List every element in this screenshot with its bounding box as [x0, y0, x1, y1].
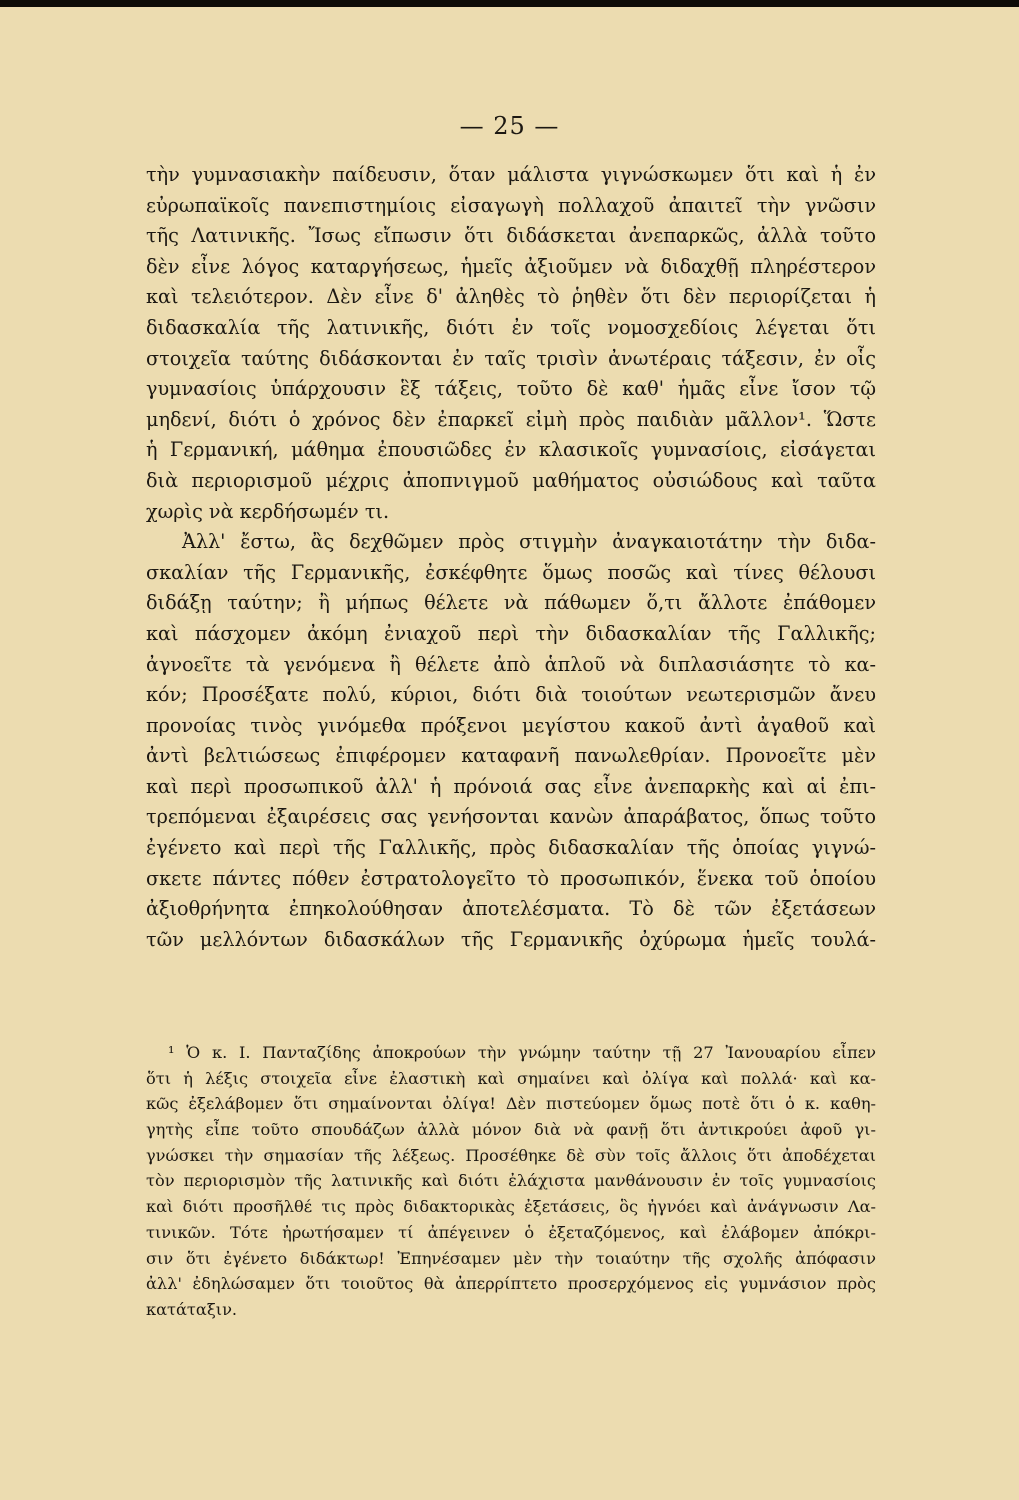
body-line: καὶ τελειότερον. Δὲν εἶνε δ' ἀληθὲς τὸ ῥηθὲν ὅτι δὲν περιορίζεται ἡ — [146, 285, 876, 309]
body-line-paragraph-start: Ἀλλ' ἔστω, ἂς δεχθῶμεν πρὸς στιγμὴν ἀναγκαιοτάτην τὴν διδα- — [182, 530, 876, 554]
body-line: σκαλίαν τῆς Γερμανικῆς, ἐσκέφθητε ὅμως ποσῶς καὶ τίνες θέλουσι — [146, 560, 876, 584]
footnote-line: γνώσκει τὴν σημασίαν τῆς λέξεως. Προσέθηκε δὲ σὺν τοῖς ἄλλοις ὅτι ἀποδέχεται — [146, 1145, 876, 1165]
body-line: ἐγένετο καὶ περὶ τῆς Γαλλικῆς, πρὸς διδασκαλίαν τῆς ὁποίας γιγνώ- — [146, 836, 876, 860]
footnote-line: ὅτι ἡ λέξις στοιχεῖα εἶνε ἐλαστικὴ καὶ σημαίνει καὶ ὀλίγα καὶ πολλά· καὶ κα- — [146, 1068, 876, 1088]
body-line: δὲν εἶνε λόγος καταργήσεως, ἡμεῖς ἀξιοῦμεν νὰ διδαχθῇ πληρέστερον — [146, 254, 876, 278]
page-top-edge — [0, 0, 1019, 7]
body-line: προνοίας τινὸς γινόμεθα πρόξενοι μεγίστου κακοῦ ἀντὶ ἀγαθοῦ καὶ — [146, 713, 876, 737]
body-line: διδάξῃ ταύτην; ἢ μήπως θέλετε νὰ πάθωμεν ὅ,τι ἄλλοτε ἐπάθομεν — [146, 591, 876, 615]
body-line: εὐρωπαϊκοῖς πανεπιστημίοις εἰσαγωγὴ πολλαχοῦ ἀπαιτεῖ τὴν γνῶσιν — [146, 193, 876, 217]
footnote-line: τὸν περιορισμὸν τῆς λατινικῆς καὶ διότι ἐλάχιστα μανθάνουσιν ἐν τοῖς γυμνασίοις — [146, 1171, 876, 1191]
body-line: τὴν γυμνασιακὴν παίδευσιν, ὅταν μάλιστα γιγνώσκωμεν ὅτι καὶ ἡ ἐν — [146, 163, 876, 186]
body-line: μηδενί, διότι ὁ χρόνος δὲν ἐπαρκεῖ εἰμὴ πρὸς παιδιὰν μᾶλλον¹. Ὥστε — [146, 407, 876, 431]
body-line: διὰ περιορισμοῦ μέχρις ἀποπνιγμοῦ μαθήματος οὐσιώδους καὶ ταῦτα — [146, 468, 876, 492]
body-text — [146, 160, 876, 955]
footnote — [146, 1040, 876, 1323]
body-line: τῶν μελλόντων διδασκάλων τῆς Γερμανικῆς ὀχύρωμα ἡμεῖς τουλά- — [146, 927, 876, 951]
body-line: καὶ πάσχομεν ἀκόμη ἐνιαχοῦ περὶ τὴν διδασκαλίαν τῆς Γαλλικῆς; — [146, 621, 876, 645]
body-line: διδασκαλία τῆς λατινικῆς, διότι ἐν τοῖς νομοσχεδίοις λέγεται ὅτι — [146, 315, 876, 339]
body-line: καὶ περὶ προσωπικοῦ ἀλλ' ἡ πρόνοιά σας εἶνε ἀνεπαρκὴς καὶ αἱ ἐπι- — [146, 774, 876, 798]
body-line-paragraph-end: χωρὶς νὰ κερδήσωμέν τι. — [146, 499, 390, 523]
body-line: ἀξιοθρήνητα ἐπηκολούθησαν ἀποτελέσματα. Τὸ δὲ τῶν ἐξετάσεων — [146, 897, 876, 921]
body-line: τῆς Λατινικῆς. Ἴσως εἴπωσιν ὅτι διδάσκεται ἀνεπαρκῶς, ἀλλὰ τοῦτο — [146, 224, 876, 248]
body-line: κόν; Προσέξατε πολύ, κύριοι, διότι διὰ τοιούτων νεωτερισμῶν ἄνευ — [146, 683, 876, 707]
footnote-line: καὶ διότι προσῆλθέ τις πρὸς διδακτορικὰς ἐξετάσεις, ὃς ἠγνόει καὶ ἀνάγνωσιν Λα- — [146, 1197, 876, 1217]
body-line: ἀντὶ βελτιώσεως ἐπιφέρομεν καταφανῆ πανωλεθρίαν. Προνοεῖτε μὲν — [146, 744, 876, 768]
footnote-line: σιν ὅτι ἐγένετο διδάκτωρ! Ἐπηνέσαμεν μὲν τὴν τοιαύτην τῆς σχολῆς ἀπόφασιν — [146, 1248, 876, 1268]
body-line: τρεπόμεναι ἐξαιρέσεις σας γενήσονται κανὼν ἀπαράβατος, ὅπως τοῦτο — [146, 805, 876, 829]
body-line: γυμνασίοις ὑπάρχουσιν ἓξ τάξεις, τοῦτο δὲ καθ' ἡμᾶς εἶνε ἴσον τῷ — [146, 377, 876, 401]
footnote-line: γητὴς εἶπε τοῦτο σπουδάζων ἀλλὰ μόνον διὰ νὰ φανῇ ὅτι ἀντικρούει ἀφοῦ γι- — [146, 1120, 876, 1140]
body-line: στοιχεῖα ταύτης διδάσκονται ἐν ταῖς τρισὶν ἀνωτέραις τάξεσιν, ἐν οἷς — [146, 346, 876, 370]
footnote-line: ἀλλ' ἐδηλώσαμεν ὅτι τοιοῦτος θὰ ἀπερρίπτετο προσερχόμενος εἰς γυμνάσιον πρὸς — [146, 1274, 876, 1294]
body-line: ἡ Γερμανική, μάθημα ἐπουσιῶδες ἐν κλασικοῖς γυμνασίοις, εἰσάγεται — [146, 438, 876, 462]
footnote-line: κῶς ἐξελάβομεν ὅτι σημαίνονται ὀλίγα! Δὲν πιστεύομεν ὅμως ποτὲ ὅτι ὁ κ. καθη- — [146, 1094, 876, 1114]
page-number: — 25 — — [459, 112, 560, 140]
body-line: σκετε πάντες πόθεν ἐστρατολογεῖτο τὸ προσωπικόν, ἕνεκα τοῦ ὁποίου — [146, 866, 876, 890]
footnote-line: τινικῶν. Τότε ἠρωτήσαμεν τί ἀπέγεινεν ὁ ἐξεταζόμενος, καὶ ἐλάβομεν ἀπόκρι- — [146, 1222, 876, 1242]
body-line: ἀγνοεῖτε τὰ γενόμενα ἢ θέλετε ἀπὸ ἁπλοῦ νὰ διπλασιάσητε τὸ κα- — [146, 652, 876, 676]
footnote-line-end: κατάταξιν. — [146, 1299, 238, 1319]
footnote-line: ¹ Ὁ κ. Ι. Πανταζίδης ἀποκρούων τὴν γνώμην ταύτην τῇ 27 Ἰανουαρίου εἶπεν — [168, 1043, 876, 1062]
